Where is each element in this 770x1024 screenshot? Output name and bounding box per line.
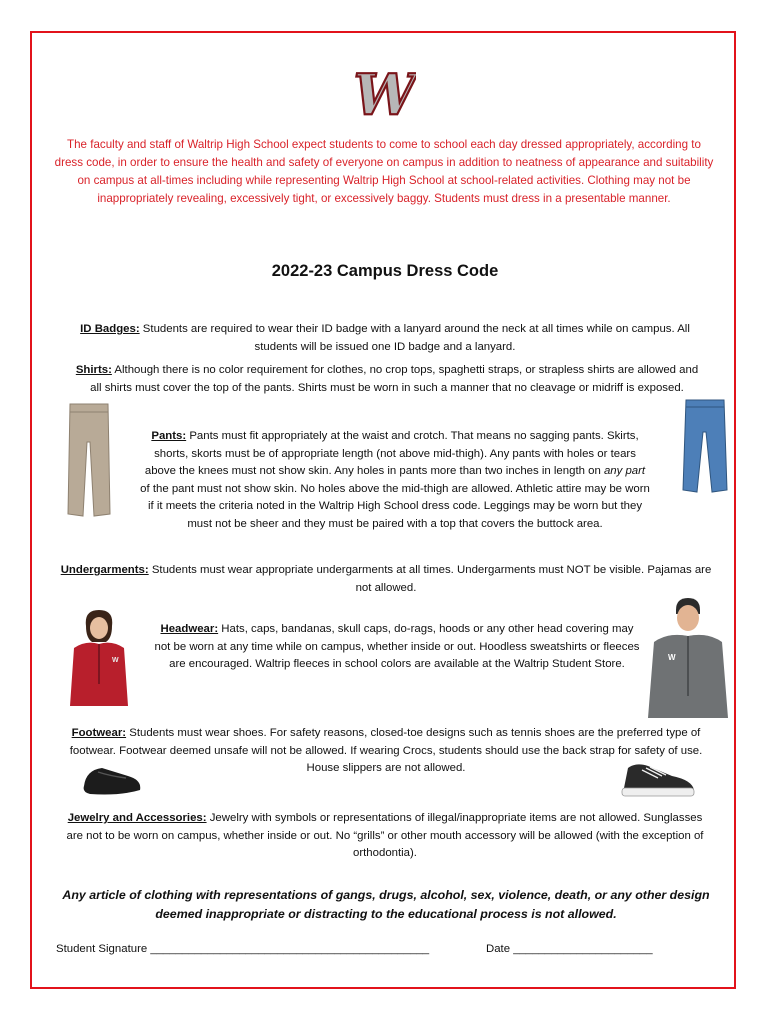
undergarments-text: Students must wear appropriate undergarments at all times. Undergarments must NOT be visible. Pajamas are not allowed. xyxy=(148,564,712,594)
signature-label: Student Signature xyxy=(56,943,148,955)
jewelry-text: Jewelry with symbols or representations of illegal/inappropriate items are not allowed. Sunglasses are not to be worn on campus, whether inside or out. No “grills” or other mouth accessory will be allowed (with the exception of orthodontia). xyxy=(66,812,704,859)
pants-label: Pants: xyxy=(151,430,187,442)
shirts-label: Shirts: xyxy=(75,364,112,376)
shirts-text: Although there is no color requirement for clothes, no crop tops, spaghetti straps, or strapless shirts are allowed and all shirts must cover the top of the pants. Shirts must be worn in such a manner that no cleavage or midriff is exposed. xyxy=(90,364,699,394)
signature-line[interactable]: ____________________________________________ xyxy=(150,943,430,955)
signature-row xyxy=(56,943,476,955)
flat-shoe-image xyxy=(80,756,144,798)
sneaker-image xyxy=(618,756,698,800)
headwear-section xyxy=(152,621,642,674)
gray-fleece-image xyxy=(644,596,732,720)
school-logo xyxy=(352,68,416,120)
shirts-section xyxy=(72,362,702,397)
jewelry-label: Jewelry and Accessories: xyxy=(67,812,207,824)
svg-text:W: W xyxy=(668,653,676,662)
page-title: 2022-23 Campus Dress Code xyxy=(271,262,499,280)
date-line[interactable]: ______________________ xyxy=(513,943,653,955)
headwear-text: Hats, caps, bandanas, skull caps, do-rags, hoods or any other head covering may not be worn at any time while on campus, whether inside or out. Hoodless sweatshirts or fleeces are encouraged. Waltrip fleeces in school colors are available at the Waltrip Student Store. xyxy=(154,623,640,670)
pants-text-b: of the pant must not show skin. No holes above the mid-thigh are allowed. Athletic attire may be worn if it meets the criteria noted in the Waltrip High School dress code. Leggings may be worn but they must not be sheer and they must be paired with a top that covers the buttock area. xyxy=(140,482,650,530)
id-badges-section xyxy=(60,321,710,356)
date-row xyxy=(486,943,716,955)
pants-emphasis: any part xyxy=(603,465,646,477)
footwear-section-a xyxy=(58,725,714,778)
jewelry-section xyxy=(60,810,710,863)
footwear-text: Students must wear shoes. For safety reasons, closed-toe designs such as tennis shoes are the preferred type of footwear. Footwear deemed unsafe will not be allowed. If wearing Crocs, students should use the back strap for safety of use. House slippers are not allowed. xyxy=(69,727,703,774)
jeans-image xyxy=(680,398,730,494)
khaki-pants-image xyxy=(64,402,114,518)
footwear-label: Footwear: xyxy=(71,727,127,739)
svg-text:W: W xyxy=(112,657,119,664)
school-logo-letter: W xyxy=(353,68,416,120)
date-label: Date xyxy=(486,943,511,955)
red-fleece-image xyxy=(66,608,132,708)
undergarments-section xyxy=(56,562,716,597)
pants-section-a xyxy=(140,428,650,533)
headwear-label: Headwear: xyxy=(160,623,219,635)
intro-statement: The faculty and staff of Waltrip High School expect students to come to school each day dressed appropriately, according to dress code, in order to ensure the health and safety of everyone on campus in addition to neatness of appearance and suitability on campus at all-times including while representing Waltrip High School at school-related activities. Clothing may not be inappropriately revealing, excessively tight, or excessively baggy. Students must dress in a presentable manner. xyxy=(54,138,714,205)
id-badges-text: Students are required to wear their ID badge with a lanyard around the neck at all times while on campus. All students will be issued one ID badge and a lanyard. xyxy=(139,323,690,353)
pants-text-a: Pants must fit appropriately at the waist and crotch. That means no sagging pants. Skirts, shorts, skorts must be of appropriate length (not above mid-thigh). Any pants with holes or tears above the knees must not show skin. Any holes in pants more than two inches in length on xyxy=(144,430,639,477)
final-notice: Any article of clothing with representations of gangs, drugs, alcohol, sex, violence, death, or any other design deemed inappropriate or distracting to the educational process is not allowed. xyxy=(62,888,710,921)
undergarments-label: Undergarments: xyxy=(60,564,149,576)
id-badges-label: ID Badges: xyxy=(80,323,140,335)
